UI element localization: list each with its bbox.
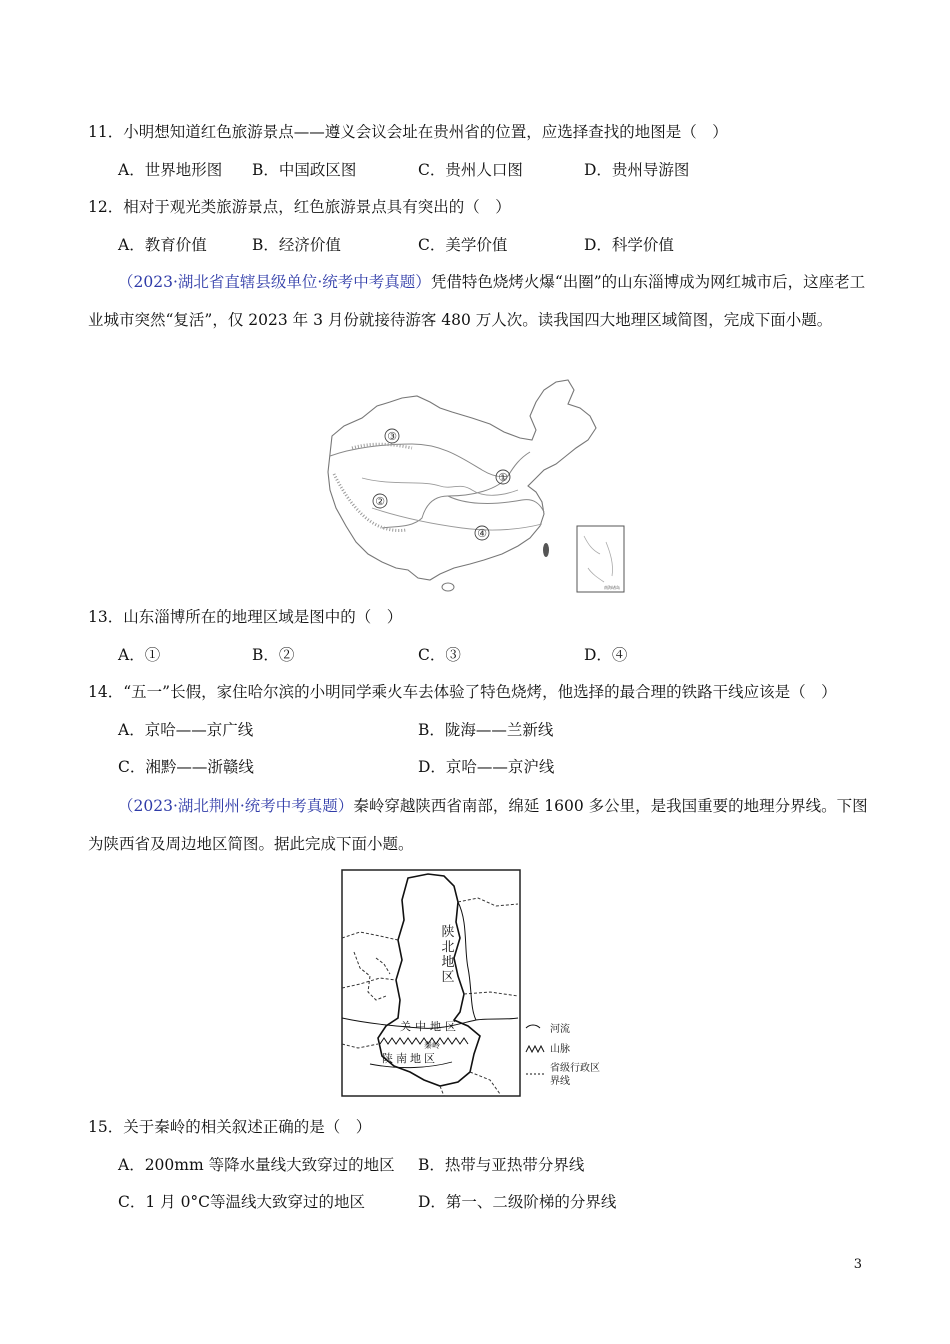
- question-12-option-b: B．经济价值: [252, 236, 341, 254]
- question-11-option-d: D．贵州导游图: [584, 161, 690, 179]
- question-12-option-d: D．科学价值: [584, 236, 674, 254]
- question-11-option-b: B．中国政区图: [252, 161, 357, 179]
- question-14-option-a: A．京哈——京广线: [118, 721, 254, 739]
- question-15-option-c: C．1 月 0°C等温线大致穿过的地区: [118, 1193, 366, 1211]
- passage-2-source: （2023·湖北荆州·统考中考真题）: [118, 797, 354, 815]
- question-13-stem: 13．山东淄博所在的地理区域是图中的（ ）: [88, 608, 403, 626]
- question-15-option-b: B．热带与亚热带分界线: [418, 1156, 585, 1174]
- question-11-stem: 11．小明想知道红色旅游景点——遵义会议会址在贵州省的位置，应选择查找的地图是（ ）: [88, 123, 728, 141]
- map1-label-2: ③: [387, 430, 397, 443]
- legend-river-symbol: [526, 1025, 540, 1028]
- map2-mountain-label: 秦岭: [424, 1041, 440, 1050]
- legend-mountain-label: 山脉: [550, 1044, 570, 1055]
- legend-mountain-symbol: [526, 1046, 544, 1052]
- question-11-option-a: A．世界地形图: [118, 161, 223, 179]
- passage-2: [88, 787, 868, 863]
- passage-2-text: 秦岭穿越陕西省南部，绵延 1600 多公里，是我国重要的地理分界线。下图为陕西省及周边地区简图。据此完成下面小题。: [88, 797, 868, 853]
- legend-river-label: 河流: [550, 1024, 570, 1035]
- question-15-option-a: A．200mm 等降水量线大致穿过的地区: [118, 1156, 395, 1174]
- question-14-option-d: D．京哈——京沪线: [418, 758, 555, 776]
- question-13-option-d: D．④: [584, 646, 628, 664]
- legend-boundary-label: 省级行政区界线: [550, 1063, 600, 1087]
- shaanxi-map: [340, 868, 608, 1100]
- map1-label-4: ④: [477, 527, 487, 540]
- question-14-stem: 14．“五一”长假，家住哈尔滨的小明同学乘火车去体验了特色烧烤，他选择的最合理的铁路干线应该是（ ）: [88, 683, 837, 701]
- map2-region-central: 关中地区: [400, 1020, 460, 1033]
- question-13-option-a: A．①: [118, 646, 161, 664]
- map1-label-1: ②: [375, 495, 385, 508]
- map1-inset-label: 南海诸岛: [604, 585, 620, 590]
- map1-label-3: ①: [498, 471, 508, 484]
- question-13-option-b: B．②: [252, 646, 295, 664]
- question-12-stem: 12．相对于观光类旅游景点，红色旅游景点具有突出的（ ）: [88, 198, 511, 216]
- page-number: 3: [853, 1257, 862, 1272]
- question-15-option-d: D．第一、二级阶梯的分界线: [418, 1193, 617, 1211]
- passage-1-text: 凭借特色烧烤火爆“出圈”的山东淄博成为网红城市后，这座老工业城市突然“复活”，仅 2023 年 3 月份就接待游客 480 万人次。读我国四大地理区域简图，完成下面小题。: [88, 273, 866, 329]
- passage-1: [88, 263, 868, 339]
- china-regions-map: [322, 378, 628, 596]
- question-11-option-c: C．贵州人口图: [418, 161, 523, 179]
- map2-region-north: 陕北地区: [441, 925, 455, 985]
- map2-region-south: 陕南地区: [382, 1052, 438, 1065]
- passage-1-source: （2023·湖北省直辖县级单位·统考中考真题）: [118, 273, 431, 291]
- question-12-option-c: C．美学价值: [418, 236, 508, 254]
- question-14-option-b: B．陇海——兰新线: [418, 721, 554, 739]
- question-13-option-c: C．③: [418, 646, 461, 664]
- question-12-option-a: A．教育价值: [118, 236, 207, 254]
- question-14-option-c: C．湘黔——浙赣线: [118, 758, 254, 776]
- question-15-stem: 15．关于秦岭的相关叙述正确的是（ ）: [88, 1118, 372, 1136]
